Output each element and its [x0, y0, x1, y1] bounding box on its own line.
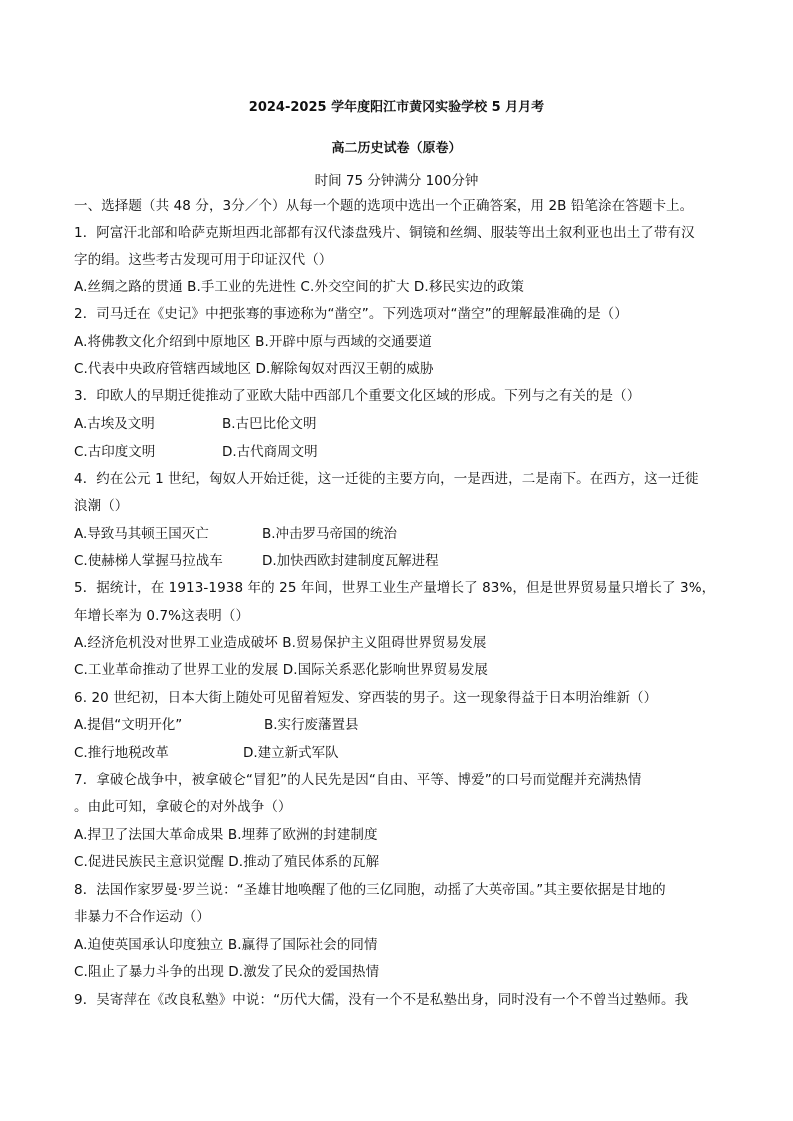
question-8-line-1: 8．法国作家罗曼·罗兰说：“圣雄甘地唤醒了他的三亿同胞，动摇了大英帝国。”其主要依据是甘地的: [74, 882, 666, 898]
question-6-option-d: D.建立新式军队: [243, 745, 339, 761]
question-5-options-2: C.工业革命推动了世界工业的发展 D.国际关系恶化影响世界贸易发展: [74, 662, 488, 678]
question-4-option-a: A.导致马其顿王国灭亡: [74, 526, 209, 542]
question-7-options-1: A.捍卫了法国大革命成果 B.埋葬了欧洲的封建制度: [74, 827, 378, 843]
question-3-option-d: D.古代商周文明: [222, 444, 318, 460]
question-4-line-1: 4．约在公元 1 世纪，匈奴人开始迁徙，这一迁徙的主要方向，一是西进，二是南下。在西方，这一迁徙: [74, 471, 699, 487]
question-7-line-1: 7．拿破仑战争中，被拿破仑“冒犯”的人民先是因“自由、平等、博爱”的口号而觉醒并充满热情: [74, 772, 642, 788]
question-5-options-1: A.经济危机没对世界工业造成破坏 B.贸易保护主义阻碍世界贸易发展: [74, 635, 487, 651]
question-8-line-2: 非暴力不合作运动（）: [74, 909, 210, 925]
question-7-options-2: C.促进民族民主意识觉醒 D.推动了殖民体系的瓦解: [74, 854, 380, 870]
question-2-line-1: 2．司马迁在《史记》中把张骞的事迹称为“凿空”。下列选项对“凿空”的理解最准确的是（）: [74, 306, 628, 322]
question-6-option-a: A.提倡“文明开化”: [74, 717, 183, 733]
question-6-option-c: C.推行地税改革: [74, 745, 169, 761]
question-3-option-b: B.古巴比伦文明: [222, 416, 317, 432]
question-5-line-1: 5．据统计，在 1913-1938 年的 25 年间，世界工业生产量增长了 83%，但是世界贸易量只增长了 3%，: [74, 580, 716, 596]
question-4-option-c: C.使赫梯人掌握马拉战车: [74, 553, 223, 569]
question-8-options-2: C.阻止了暴力斗争的出现 D.激发了民众的爱国热情: [74, 964, 380, 980]
question-4-option-d: D.加快西欧封建制度瓦解进程: [262, 553, 439, 569]
question-2-options-1: A.将佛教文化介绍到中原地区 B.开辟中原与西域的交通要道: [74, 334, 433, 350]
question-3-option-c: C.古印度文明: [74, 444, 156, 460]
question-8-options-1: A.迫使英国承认印度独立 B.赢得了国际社会的同情: [74, 937, 378, 953]
question-6-line-1: 6. 20 世纪初，日本大街上随处可见留着短发、穿西装的男子。这一现象得益于日本明治维新（）: [74, 690, 658, 706]
question-9-line-1: 9．吴寄萍在《改良私塾》中说：“历代大儒，没有一个不是私塾出身，同时没有一个不曾当过塾师。我: [74, 992, 689, 1008]
time-info: 时间 75 分钟满分 100分钟: [314, 173, 479, 189]
question-6-option-b: B.实行废藩置县: [264, 717, 359, 733]
question-2-options-2: C.代表中央政府管辖西域地区 D.解除匈奴对西汉王朝的威胁: [74, 361, 434, 377]
question-4-line-2: 浪潮（）: [74, 498, 129, 514]
question-5-line-2: 年增长率为 0.7%这表明（）: [74, 608, 250, 624]
exam-subtitle: 高二历史试卷（原卷）: [331, 141, 462, 156]
question-4-option-b: B.冲击罗马帝国的统治: [262, 526, 398, 542]
section-instruction: 一、选择题（共 48 分，3分／个）从每一个题的选项中选出一个正确答案，用 2B 铅笔涂在答题卡上。: [74, 198, 694, 214]
question-3-line-1: 3．印欧人的早期迁徙推动了亚欧大陆中西部几个重要文化区域的形成。下列与之有关的是（）: [74, 388, 641, 404]
question-3-option-a: A.古埃及文明: [74, 416, 155, 432]
exam-title: 2024-2025 学年度阳江市黄冈实验学校 5 月月考: [248, 100, 545, 115]
question-7-line-2: 。由此可知，拿破仑的对外战争（）: [74, 799, 292, 815]
question-1-options: A.丝绸之路的贯通 B.手工业的先进性 C.外交空间的扩大 D.移民实边的政策: [74, 279, 525, 295]
question-1-line-1: 1．阿富汗北部和哈萨克斯坦西北部都有汉代漆盘残片、铜镜和丝绸、服装等出土叙利亚也出土了带有汉: [74, 225, 695, 241]
question-1-line-2: 字的绢。这些考古发现可用于印证汉代（）: [74, 252, 333, 268]
